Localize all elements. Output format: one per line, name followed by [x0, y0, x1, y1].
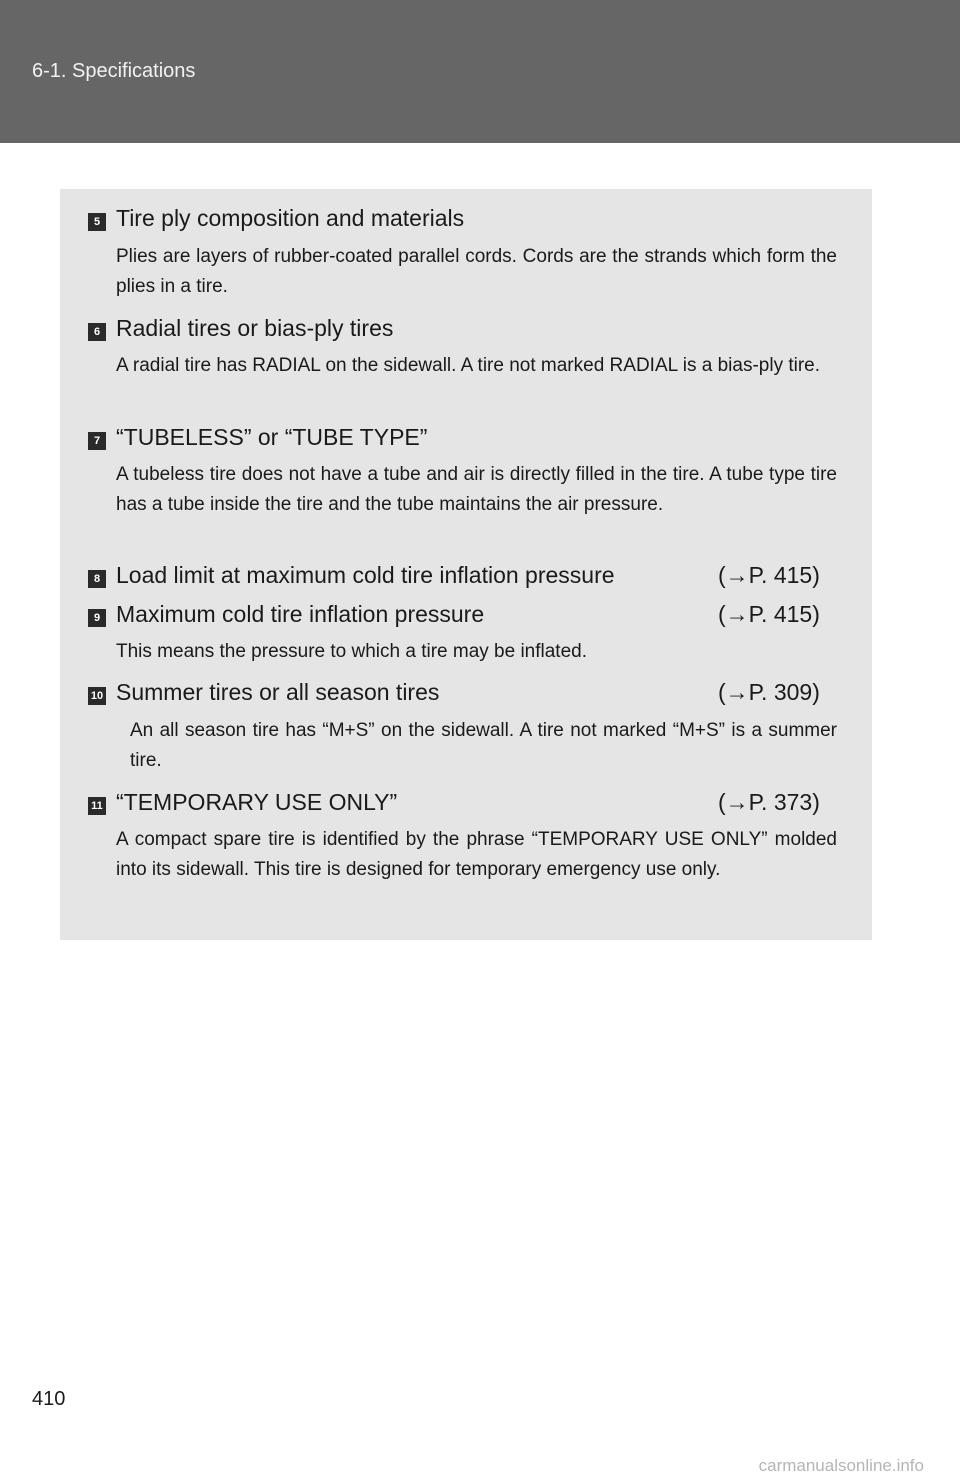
item-number-badge: 6	[88, 323, 106, 341]
page-reference: (→P. 415)	[718, 562, 820, 588]
page-reference: (→P. 415)	[718, 601, 820, 627]
item-number-badge: 9	[88, 609, 106, 627]
page-number: 410	[32, 1388, 66, 1410]
item-heading: “TUBELESS” or “TUBE TYPE”	[116, 424, 428, 450]
item-description: A tubeless tire does not have a tube and air is directly filled in the tire. A tube type tire has a tube inside the tire and the tube maintains the air pressure.	[116, 464, 837, 515]
item-heading: Maximum cold tire inflation pressure	[116, 601, 485, 627]
page-reference: (→P. 373)	[718, 789, 820, 815]
item-description: This means the pressure to which a tire may be inflated.	[116, 641, 588, 662]
item-number-badge: 11	[88, 797, 106, 815]
item-heading: Tire ply composition and materials	[116, 205, 465, 231]
item-heading: “TEMPORARY USE ONLY”	[116, 789, 398, 815]
item-description: Plies are layers of rubber-coated parallel cords. Cords are the strands which form the plies in a tire.	[116, 246, 837, 297]
page-reference: (→P. 309)	[718, 679, 820, 705]
item-heading: Load limit at maximum cold tire inflation pressure	[116, 562, 615, 588]
section-title: 6-1. Specifications	[32, 60, 196, 82]
item-heading: Radial tires or bias-ply tires	[116, 315, 394, 341]
item-description: An all season tire has “M+S” on the sidewall. A tire not marked “M+S” is a summer tire.	[130, 720, 837, 771]
item-number-badge: 7	[88, 432, 106, 450]
item-heading: Summer tires or all season tires	[116, 679, 440, 705]
spec-panel	[60, 189, 872, 940]
item-number-badge: 5	[88, 213, 106, 231]
item-number-badge: 10	[88, 687, 106, 705]
watermark[interactable]: carmanualsonline.info	[758, 1456, 924, 1475]
item-description: A radial tire has RADIAL on the sidewall. A tire not marked RADIAL is a bias-ply tire.	[116, 355, 821, 376]
item-number-badge: 8	[88, 570, 106, 588]
item-description: A compact spare tire is identified by the phrase “TEMPORARY USE ONLY” molded into its sidewall. This tire is designed for temporary emergency use only.	[116, 829, 837, 880]
page-header	[0, 0, 960, 143]
